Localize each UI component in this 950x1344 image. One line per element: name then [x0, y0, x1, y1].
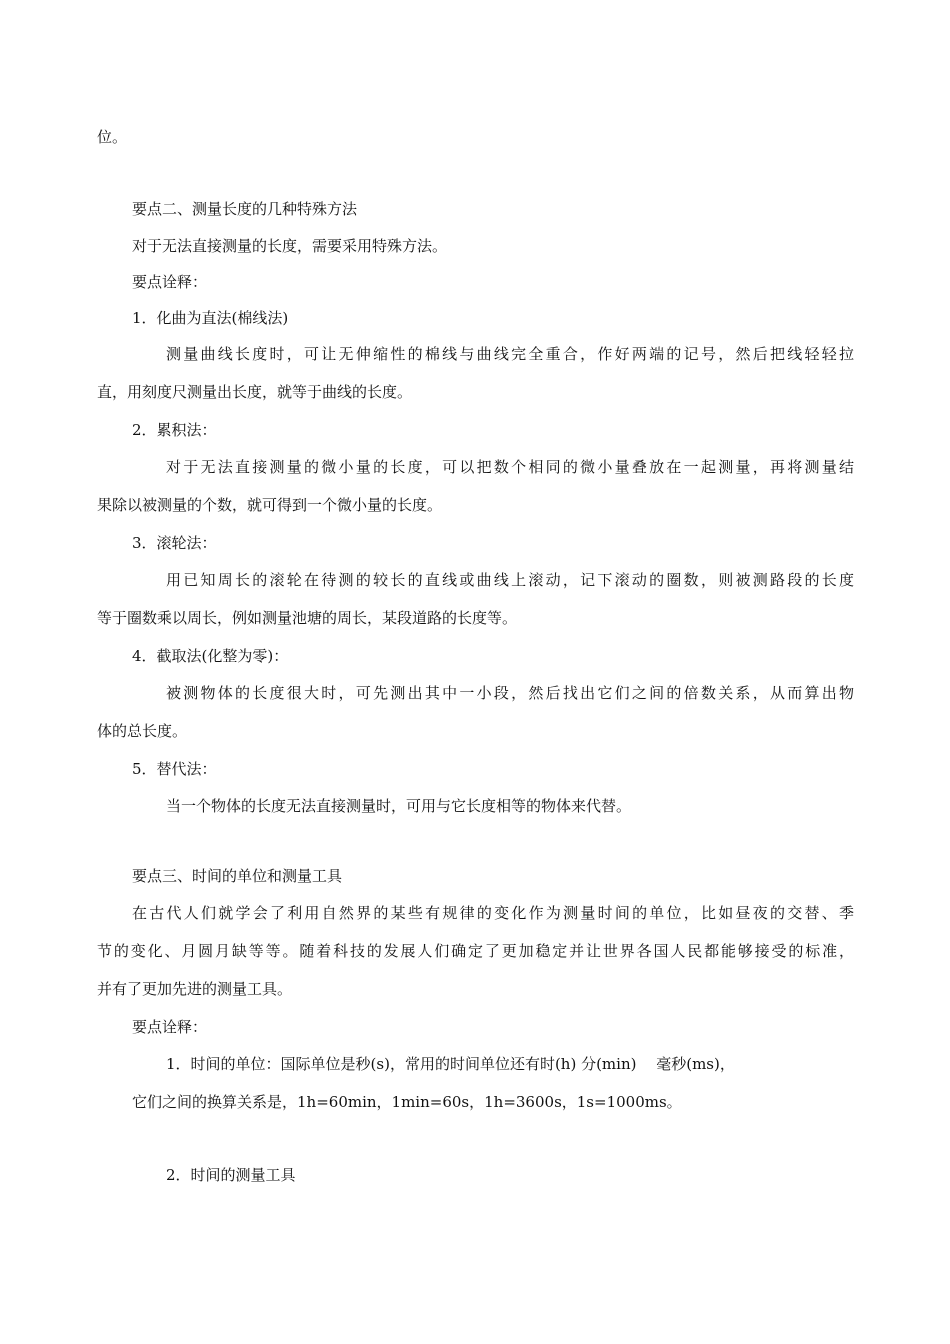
paragraph-line: 测量曲线长度时，可让无伸缩性的棉线与曲线完全重合，作好两端的记号，然后把线轻轻拉 — [166, 345, 854, 363]
paragraph-line: 体的总长度。 — [97, 722, 188, 740]
paragraph-line: 对于无法直接测量的长度，需要采用特殊方法。 — [132, 237, 448, 255]
notes-label: 要点诠释： — [132, 1018, 208, 1036]
paragraph-line: 在古代人们就学会了利用自然界的某些有规律的变化作为测量时间的单位，比如昼夜的交替、季 — [132, 904, 854, 922]
paragraph-line: 被测物体的长度很大时，可先测出其中一小段，然后找出它们之间的倍数关系，从而算出物 — [166, 684, 854, 702]
section-heading-3: 要点三、时间的单位和测量工具 — [132, 867, 343, 885]
paragraph-line: 对于无法直接测量的微小量的长度，可以把数个相同的微小量叠放在一起测量，再将测量结 — [166, 458, 854, 476]
paragraph-line: 用已知周长的滚轮在待测的较长的直线或曲线上滚动，记下滚动的圈数，则被测路段的长度 — [166, 571, 854, 589]
item-heading-4: 4．截取法(化整为零)： — [132, 647, 289, 665]
paragraph-line: 节的变化、月圆月缺等等。随着科技的发展人们确定了更加稳定并让世界各国人民都能够接受的标准， — [97, 942, 854, 960]
notes-label: 要点诠释： — [132, 273, 208, 291]
paragraph-line: 并有了更加先进的测量工具。 — [97, 980, 293, 998]
item-heading-2: 2．累积法： — [132, 421, 217, 439]
paragraph-line: 1．时间的单位：国际单位是秒(s)，常用的时间单位还有时(h) 分(min) 毫秒(ms)， — [166, 1055, 735, 1073]
paragraph-line: 直，用刻度尺测量出长度，就等于曲线的长度。 — [97, 383, 413, 401]
paragraph-line: 果除以被测量的个数，就可得到一个微小量的长度。 — [97, 496, 443, 514]
paragraph-line: 它们之间的换算关系是，1h=60min，1min=60s，1h=3600s，1s=1000ms。 — [132, 1093, 682, 1111]
continuation-line: 位。 — [97, 128, 128, 146]
item-heading-5: 5．替代法： — [132, 760, 217, 778]
item-heading-time-tools: 2．时间的测量工具 — [166, 1166, 296, 1184]
paragraph-line: 等于圈数乘以周长，例如测量池塘的周长，某段道路的长度等。 — [97, 609, 518, 627]
item-heading-3: 3．滚轮法： — [132, 534, 217, 552]
item-heading-1: 1．化曲为直法(棉线法) — [132, 309, 289, 327]
paragraph-line: 当一个物体的长度无法直接测量时，可用与它长度相等的物体来代替。 — [166, 797, 632, 815]
section-heading-2: 要点二、测量长度的几种特殊方法 — [132, 200, 358, 218]
